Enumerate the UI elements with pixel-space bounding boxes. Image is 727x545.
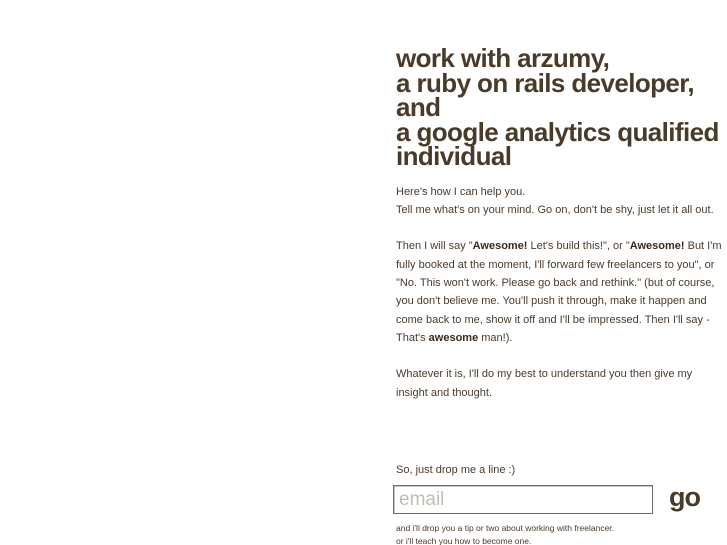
headline-line: work with arzumy,: [396, 43, 610, 73]
response-text: Then I will say ": [396, 240, 473, 253]
page-title: [396, 43, 727, 171]
response-text: man!).: [478, 331, 513, 344]
response-text: Let's build this!", or ": [527, 240, 630, 253]
headline-line: a ruby on rails developer,: [396, 67, 694, 98]
email-field[interactable]: [393, 485, 653, 514]
closing-paragraph: Whatever it is, I'll do my best to understand you then give my insight and thought.: [396, 368, 693, 399]
signup-prompt: So, just drop me a line :): [396, 464, 516, 476]
headline-line: individual: [396, 141, 512, 171]
response-text: But I'm fully booked at the moment, I'll forward few freelancers to you", or "No. This won't work. Please go back and rethink." (but of course, you don't believe me. You'll push it through, make it happen and come back to me, show it off and I'll be impressed. Then I'll say - That's: [396, 240, 722, 344]
awesome-emphasis: Awesome!: [472, 240, 528, 253]
awesome-emphasis: Awesome!: [629, 240, 685, 253]
intro-line: Here's how I can help you.: [396, 185, 526, 198]
response-paragraph: [396, 237, 727, 347]
go-button[interactable]: go: [669, 482, 700, 512]
paragraph-gap: [396, 347, 727, 365]
footnote-line: or i'll teach you how to become one.: [396, 535, 532, 545]
signup-footnote: [396, 522, 614, 545]
awesome-emphasis: awesome: [428, 331, 479, 344]
headline-line: and: [396, 92, 441, 122]
body-text: [396, 183, 727, 403]
headline-line: a google analytics qualified: [396, 116, 719, 147]
paragraph-gap: [396, 219, 727, 237]
intro-line: Tell me what's on your mind. Go on, don't be shy, just let it all out.: [396, 203, 714, 216]
footnote-line: and i'll drop you a tip or two about working with freelancer.: [396, 523, 615, 533]
main-content: [396, 43, 727, 402]
